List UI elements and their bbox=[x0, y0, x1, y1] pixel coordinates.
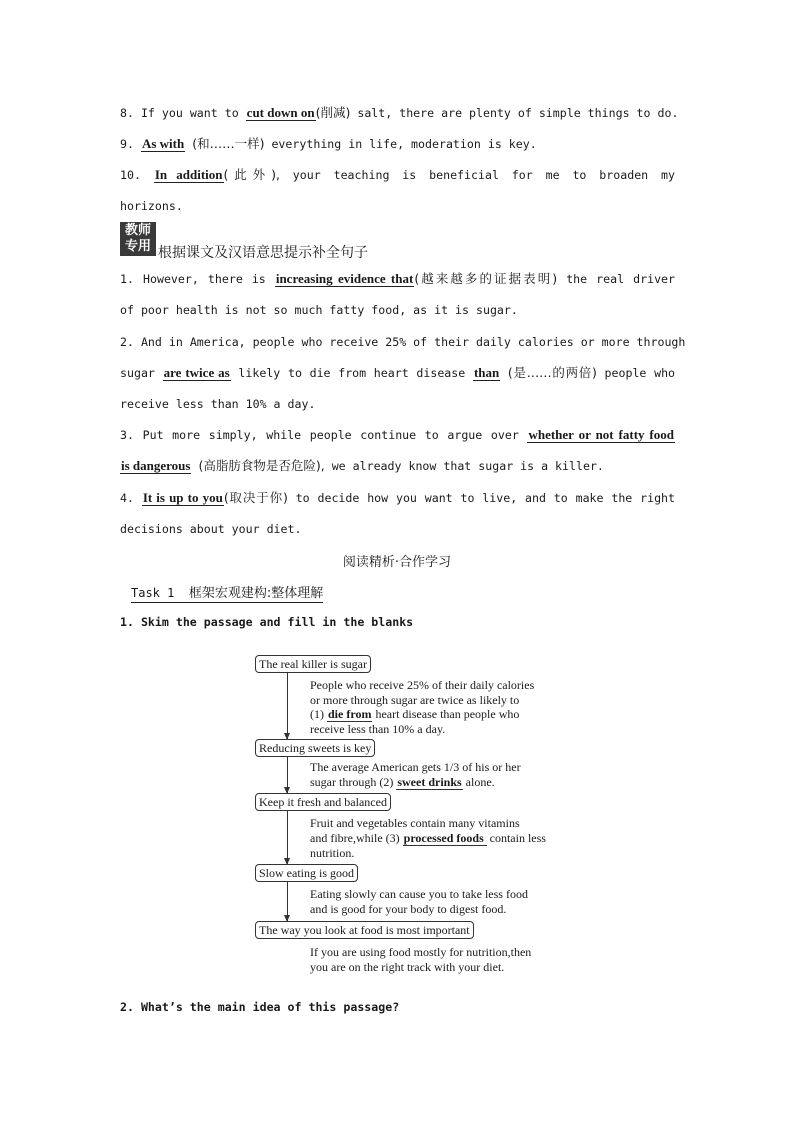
sentence-2: 2. And in America, people who receive 25% of their daily calories or more through bbox=[120, 335, 686, 349]
answer-blank: than bbox=[473, 365, 500, 380]
flow-blank-3: processed foods bbox=[403, 831, 487, 847]
task-heading: Task 1 框架宏观建构:整体理解 bbox=[131, 582, 323, 603]
answer-blank: are twice as bbox=[163, 365, 230, 380]
flow-box-2: Reducing sweets is key bbox=[255, 739, 375, 757]
teacher-badge: 教师 专用 bbox=[120, 222, 156, 256]
answer-blank: increasing evidence that bbox=[275, 271, 414, 286]
flow-blank-1: die from bbox=[328, 707, 372, 721]
item-8: 8. If you want to cut down on(削减) salt, there are plenty of simple things to do. bbox=[120, 105, 679, 120]
flow-box-5: The way you look at food is most important bbox=[255, 921, 474, 939]
item-10: 10. In addition(此外), your teaching is beneficial for me to broaden my bbox=[120, 167, 675, 182]
flow-desc-2: The average American gets 1/3 of his or her sugar through (2) sweet drinks alone. bbox=[310, 760, 521, 789]
flow-box-3: Keep it fresh and balanced bbox=[255, 793, 391, 811]
flow-desc-5: If you are using food mostly for nutrition,then you are on the right track with your diet. bbox=[310, 945, 532, 974]
sentence-4: 4. It is up to you(取决于你) to decide how you want to live, and to make the right bbox=[120, 490, 676, 505]
section-title: 阅读精析·合作学习 bbox=[342, 555, 452, 570]
answer-blank: It is up to you bbox=[142, 490, 223, 505]
answer-blank: cut down on bbox=[246, 105, 315, 120]
sentence-4-cont: decisions about your diet. bbox=[120, 522, 302, 536]
flow-arrow bbox=[287, 673, 288, 739]
sentence-2-cont: sugar are twice as likely to die from heart disease than (是……的两倍) people who bbox=[120, 365, 676, 380]
answer-blank: is dangerous bbox=[121, 458, 191, 473]
sentence-1: 1. However, there is increasing evidence that(越来越多的证据表明) the real driver bbox=[120, 271, 676, 286]
flow-arrow bbox=[287, 757, 288, 793]
item-9: 9. As with (和……一样) everything in life, moderation is key. bbox=[120, 136, 537, 151]
flow-blank-2: sweet drinks bbox=[397, 774, 462, 789]
answer-blank: In addition bbox=[154, 167, 223, 182]
flow-box-1: The real killer is sugar bbox=[255, 655, 371, 673]
flow-desc-1: People who receive 25% of their daily calories or more through sugar are twice as likely to (1) die from heart disease than people who receive less than 10% a day. bbox=[310, 678, 535, 736]
sentence-1-cont: of poor health is not so much fatty food, as it is sugar. bbox=[120, 303, 518, 317]
flow-arrow bbox=[287, 882, 288, 921]
flow-box-4: Slow eating is good bbox=[255, 864, 358, 882]
flow-desc-3: Fruit and vegetables contain many vitamins and fibre,while (3) processed foods contain less nutrition. bbox=[310, 816, 546, 860]
item-10-cont: horizons. bbox=[120, 199, 183, 213]
question-2: 2. What’s the main idea of this passage? bbox=[120, 1000, 400, 1014]
sentence-3: 3. Put more simply, while people continue to argue over whether or not fatty food bbox=[120, 427, 674, 442]
answer-blank: As with bbox=[141, 136, 185, 151]
answer-blank: whether or not fatty food bbox=[528, 427, 674, 442]
flow-desc-4: Eating slowly can cause you to take less food and is good for your body to digest food. bbox=[310, 887, 528, 916]
sentence-2-end: receive less than 10% a day. bbox=[120, 397, 316, 411]
sentence-3-cont: is dangerous (高脂肪食物是否危险), we already know that sugar is a killer. bbox=[121, 458, 604, 473]
instruction: 根据课文及汉语意思提示补全句子 bbox=[158, 245, 368, 261]
question-1: 1. Skim the passage and fill in the blanks bbox=[120, 615, 414, 629]
flow-arrow bbox=[287, 811, 288, 864]
